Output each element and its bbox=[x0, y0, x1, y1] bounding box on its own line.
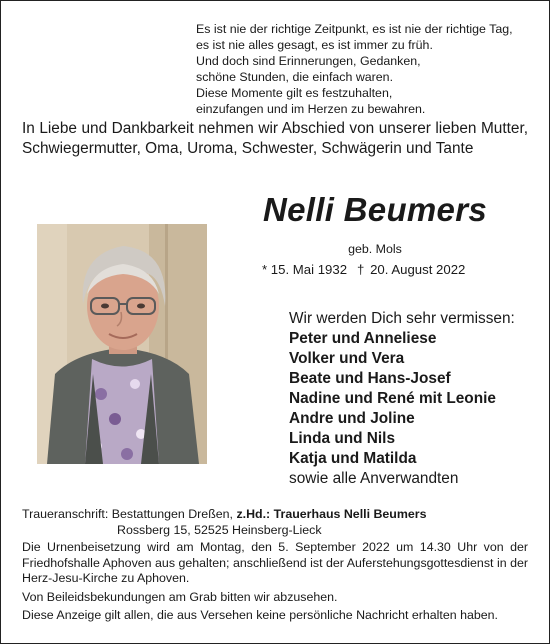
mourner-name: Nadine und René mit Leonie bbox=[289, 390, 496, 407]
cross-icon: † bbox=[357, 262, 365, 277]
mourning-address bbox=[22, 507, 427, 538]
mourner-name: Peter und Anneliese bbox=[289, 330, 437, 347]
birth-date: * 15. Mai 1932 bbox=[262, 262, 348, 277]
notices bbox=[22, 540, 528, 627]
poem-line: einzufangen und im Herzen zu bewahren. bbox=[196, 102, 426, 116]
mourner-name: Linda und Nils bbox=[289, 430, 396, 447]
birth-name: geb. Mols bbox=[348, 242, 402, 256]
poem-line: Es ist nie der richtige Zeitpunkt, es ist nie der richtige Tag, bbox=[196, 22, 513, 36]
poem-line: Diese Momente gilt es festzuhalten, bbox=[196, 86, 393, 100]
mourner-name: Beate und Hans-Josef bbox=[289, 370, 451, 387]
farewell-intro: In Liebe und Dankbarkeit nehmen wir Abschied von unserer lieben Mutter, Schwiegermutter, Oma, Uroma, Schwester, Schwägerin und Tante bbox=[22, 120, 528, 157]
condolence-notice: Von Beileidsbekundungen am Grab bitten wir abzusehen. bbox=[22, 589, 338, 604]
mourner-name: Katja und Matilda bbox=[289, 450, 417, 467]
mourners-lead: Wir werden Dich sehr vermissen: bbox=[289, 310, 515, 327]
undertaker-name: Bestattungen Dreßen, bbox=[111, 507, 233, 521]
poem-line: schöne Stunden, die einfach waren. bbox=[196, 70, 394, 84]
life-dates bbox=[262, 262, 488, 277]
deceased-name: Nelli Beumers bbox=[263, 191, 487, 228]
mourners-tail: sowie alle Anverwandten bbox=[289, 470, 459, 487]
death-date: 20. August 2022 bbox=[370, 262, 466, 277]
portrait-photo bbox=[37, 224, 207, 464]
disclaimer-notice: Diese Anzeige gilt allen, die aus Versehen keine persönliche Nachricht erhalten haben. bbox=[22, 608, 498, 622]
service-notice: Die Urnenbeisetzung wird am Montag, den 5. September 2022 um 14.30 Uhr von der Friedhofshalle Aphoven aus gehalten; anschließend ist der Auferstehungsgottesdienst in der Herz-Jesu-Kirche zu Aphoven. bbox=[22, 540, 528, 585]
portrait-illustration bbox=[37, 224, 207, 464]
mourner-name: Volker und Vera bbox=[289, 350, 405, 367]
poem-line: Und doch sind Erinnerungen, Gedanken, bbox=[196, 54, 421, 68]
poem-line: es ist nie alles gesagt, es ist immer zu früh. bbox=[196, 38, 433, 52]
mourners-list bbox=[289, 309, 539, 489]
poem bbox=[196, 21, 536, 117]
address-attention: z.Hd.: Trauerhaus Nelli Beumers bbox=[236, 507, 427, 521]
address-label: Traueranschrift: bbox=[22, 507, 109, 521]
mourner-name: Andre und Joline bbox=[289, 410, 415, 427]
address-street: Rossberg 15, 52525 Heinsberg-Lieck bbox=[117, 522, 322, 537]
